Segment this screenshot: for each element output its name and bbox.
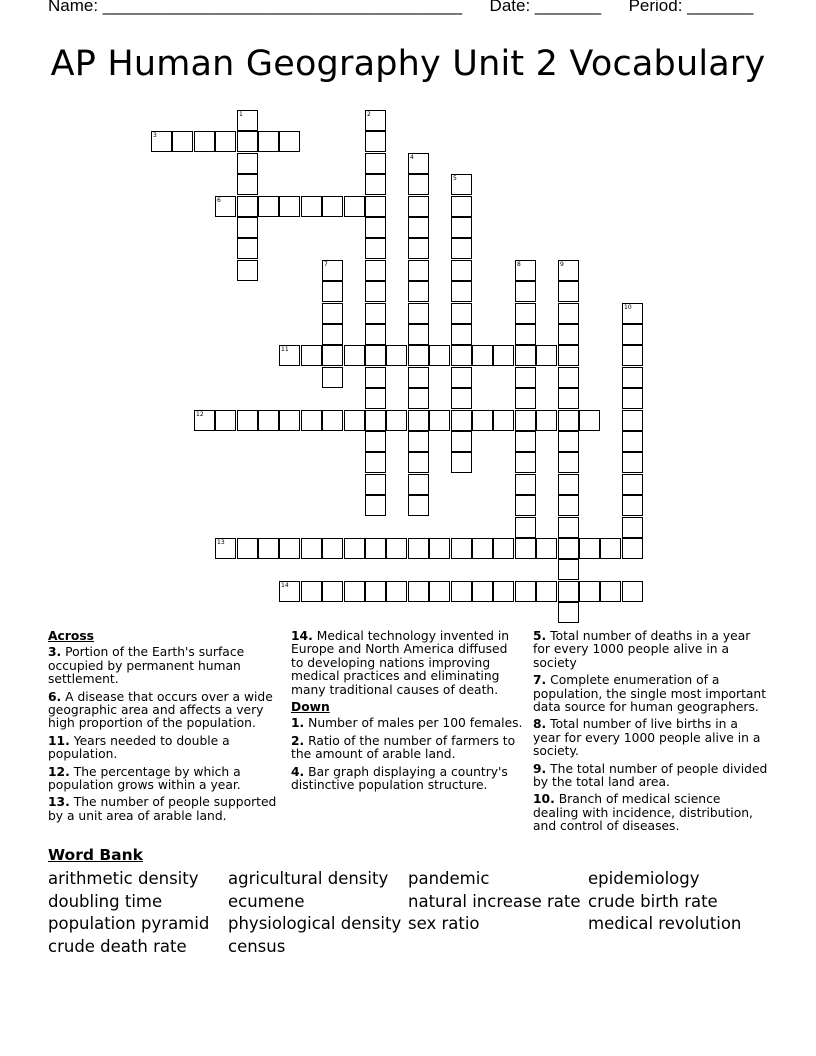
- page-title: AP Human Geography Unit 2 Vocabulary: [50, 44, 766, 84]
- crossword-cell[interactable]: [365, 110, 386, 131]
- clue-number: 4: [410, 154, 414, 161]
- clue-number: 14: [281, 582, 289, 589]
- crossword-cell[interactable]: [408, 303, 429, 324]
- crossword-cell[interactable]: [408, 238, 429, 259]
- crossword-cell[interactable]: [472, 345, 493, 366]
- crossword-cell[interactable]: [258, 410, 279, 431]
- crossword-cell[interactable]: [215, 196, 236, 217]
- crossword-cell[interactable]: [258, 538, 279, 559]
- crossword-cell[interactable]: [408, 345, 429, 366]
- crossword-cell[interactable]: [515, 303, 536, 324]
- crossword-cell[interactable]: [451, 238, 472, 259]
- crossword-cell[interactable]: [622, 324, 643, 345]
- crossword-cell[interactable]: [386, 581, 407, 602]
- crossword-cell[interactable]: [622, 388, 643, 409]
- crossword-cell[interactable]: [322, 303, 343, 324]
- crossword-cell[interactable]: [172, 131, 193, 152]
- word-bank-item: medical revolution: [588, 914, 742, 934]
- crossword-cell[interactable]: [451, 367, 472, 388]
- word-bank-item: crude death rate: [48, 937, 187, 957]
- crossword-cell[interactable]: [237, 153, 258, 174]
- clue-down-4: 4. Bar graph displaying a country's distinctive population structure.: [291, 764, 508, 793]
- clue-down-8: 8. Total number of live births in a year for every 1000 people alive in a society.: [533, 717, 761, 759]
- crossword-cell[interactable]: [472, 410, 493, 431]
- clue-number: 1: [239, 111, 243, 118]
- crossword-cell[interactable]: [558, 559, 579, 580]
- crossword-cell[interactable]: [558, 452, 579, 473]
- crossword-cell[interactable]: [472, 581, 493, 602]
- crossword-cell[interactable]: [600, 581, 621, 602]
- crossword-cell[interactable]: [622, 367, 643, 388]
- clues-column-3: [533, 630, 768, 838]
- word-bank-item: pandemic: [408, 869, 490, 888]
- crossword-cell[interactable]: [429, 581, 450, 602]
- crossword-cell[interactable]: [344, 581, 365, 602]
- crossword-cell[interactable]: [622, 474, 643, 495]
- crossword-cell[interactable]: [472, 538, 493, 559]
- crossword-cell[interactable]: [622, 495, 643, 516]
- crossword-cell[interactable]: [536, 345, 557, 366]
- crossword-cell[interactable]: [493, 345, 514, 366]
- crossword-cell[interactable]: [451, 452, 472, 473]
- crossword-cell[interactable]: [558, 388, 579, 409]
- crossword-cell[interactable]: [194, 131, 215, 152]
- crossword-cell[interactable]: [515, 345, 536, 366]
- clue-number: 9: [560, 261, 564, 268]
- clue-down-7: 7. Complete enumeration of a population, the single most important data source for human geographers.: [533, 673, 767, 715]
- crossword-cell[interactable]: [451, 196, 472, 217]
- crossword-cell[interactable]: [451, 388, 472, 409]
- crossword-cell[interactable]: [344, 538, 365, 559]
- crossword-cell[interactable]: [365, 153, 386, 174]
- word-bank-column-1: [48, 868, 209, 959]
- crossword-cell[interactable]: [344, 345, 365, 366]
- crossword-cell[interactable]: [365, 474, 386, 495]
- crossword-cell[interactable]: [515, 538, 536, 559]
- crossword-cell[interactable]: [322, 281, 343, 302]
- crossword-cell[interactable]: [451, 345, 472, 366]
- clue-across-6: 6. A disease that occurs over a wide geographic area and affects a very high proportion of the population.: [48, 689, 273, 731]
- clue-number: 6: [217, 197, 221, 204]
- crossword-cell[interactable]: [515, 431, 536, 452]
- crossword-cell[interactable]: [451, 217, 472, 238]
- crossword-cell[interactable]: [558, 303, 579, 324]
- crossword-cell[interactable]: [279, 131, 300, 152]
- crossword-cell[interactable]: [322, 196, 343, 217]
- clue-number: 11: [281, 346, 289, 353]
- word-bank-title: Word Bank: [48, 846, 143, 864]
- word-bank-column-3: [408, 868, 581, 936]
- crossword-cell[interactable]: [451, 303, 472, 324]
- crossword-cell[interactable]: [493, 581, 514, 602]
- crossword-cell[interactable]: [558, 324, 579, 345]
- crossword-cell[interactable]: [365, 410, 386, 431]
- crossword-cell[interactable]: [258, 196, 279, 217]
- clue-number: 8: [517, 261, 521, 268]
- clue-number: 13: [217, 539, 225, 546]
- crossword-cell[interactable]: [322, 324, 343, 345]
- word-bank-item: ecumene: [228, 891, 305, 911]
- crossword-cell[interactable]: [365, 217, 386, 238]
- crossword-cell[interactable]: [215, 131, 236, 152]
- word-bank-item: agricultural density: [228, 869, 389, 888]
- crossword-cell[interactable]: [258, 131, 279, 152]
- crossword-cell[interactable]: [408, 260, 429, 281]
- word-bank-item: physiological density: [228, 914, 402, 934]
- crossword-cell[interactable]: [408, 431, 429, 452]
- crossword-cell[interactable]: [365, 260, 386, 281]
- clues-column-2: [291, 630, 523, 796]
- crossword-cell[interactable]: [515, 474, 536, 495]
- clues-column-1: [48, 630, 278, 827]
- crossword-cell[interactable]: [279, 345, 300, 366]
- crossword-cell[interactable]: [408, 495, 429, 516]
- crossword-cell[interactable]: [429, 345, 450, 366]
- crossword-cell[interactable]: [408, 410, 429, 431]
- crossword-cell[interactable]: [322, 367, 343, 388]
- crossword-cell[interactable]: [622, 431, 643, 452]
- crossword-cell[interactable]: [558, 474, 579, 495]
- crossword-cell[interactable]: [386, 345, 407, 366]
- crossword-cell[interactable]: [386, 410, 407, 431]
- crossword-cell[interactable]: [322, 345, 343, 366]
- crossword-cell[interactable]: [408, 174, 429, 195]
- crossword-cell[interactable]: [451, 324, 472, 345]
- crossword-cell[interactable]: [515, 388, 536, 409]
- crossword-cell[interactable]: [237, 538, 258, 559]
- clue-down-5: 5. Total number of deaths in a year for every 1000 people alive in a society: [533, 629, 751, 670]
- crossword-cell[interactable]: [279, 196, 300, 217]
- crossword-cell[interactable]: [451, 410, 472, 431]
- word-bank-item: population pyramid: [48, 914, 210, 934]
- crossword-cell[interactable]: [365, 431, 386, 452]
- clue-down-9: 9. The total number of people divided by the total land area.: [533, 761, 768, 790]
- crossword-cell[interactable]: [279, 538, 300, 559]
- clue-down-1: 1. Number of males per 100 females.: [291, 716, 523, 731]
- crossword-cell[interactable]: [558, 495, 579, 516]
- clue-number: 10: [624, 304, 632, 311]
- crossword-cell[interactable]: [493, 410, 514, 431]
- crossword-cell[interactable]: [622, 410, 643, 431]
- clue-down-10: 10. Branch of medical science dealing with incidence, distribution, and control of diseases.: [533, 792, 753, 834]
- down-heading: Down: [291, 700, 330, 715]
- crossword-cell[interactable]: [493, 538, 514, 559]
- crossword-cell[interactable]: [237, 174, 258, 195]
- crossword-cell[interactable]: [365, 324, 386, 345]
- crossword-cell[interactable]: [429, 538, 450, 559]
- crossword-cell[interactable]: [558, 345, 579, 366]
- word-bank-item: sex ratio: [408, 914, 480, 934]
- clue-across-13: 13. The number of people supported by a unit area of arable land.: [48, 795, 277, 823]
- crossword-cell[interactable]: [451, 538, 472, 559]
- name-field[interactable]: Name: ______________________________________: [48, 0, 463, 15]
- crossword-cell[interactable]: [386, 538, 407, 559]
- crossword-cell[interactable]: [622, 303, 643, 324]
- crossword-cell[interactable]: [515, 281, 536, 302]
- crossword-cell[interactable]: [622, 345, 643, 366]
- period-field[interactable]: Period: _______: [628, 0, 754, 15]
- crossword-cell[interactable]: [451, 260, 472, 281]
- crossword-cell[interactable]: [622, 581, 643, 602]
- word-bank-item: epidemiology: [588, 869, 700, 888]
- word-bank-item: census: [228, 937, 286, 957]
- clue-across-11: 11. Years needed to double a population.: [48, 733, 230, 762]
- crossword-cell[interactable]: [451, 581, 472, 602]
- crossword-cell[interactable]: [365, 367, 386, 388]
- crossword-cell[interactable]: [194, 410, 215, 431]
- crossword-cell[interactable]: [301, 538, 322, 559]
- crossword-cell[interactable]: [344, 410, 365, 431]
- crossword-cell[interactable]: [515, 367, 536, 388]
- crossword-cell[interactable]: [237, 110, 258, 131]
- clue-number: 2: [367, 111, 371, 118]
- crossword-cell[interactable]: [365, 452, 386, 473]
- clue-across-12: 12. The percentage by which a population grows within a year.: [48, 764, 241, 793]
- crossword-cell[interactable]: [237, 410, 258, 431]
- crossword-cell[interactable]: [365, 196, 386, 217]
- crossword-cell[interactable]: [515, 495, 536, 516]
- crossword-cell[interactable]: [515, 324, 536, 345]
- crossword-cell[interactable]: [365, 345, 386, 366]
- word-bank-column-2: [228, 868, 401, 959]
- crossword-cell[interactable]: [301, 345, 322, 366]
- crossword-cell[interactable]: [451, 431, 472, 452]
- crossword-cell[interactable]: [301, 581, 322, 602]
- crossword-cell[interactable]: [429, 410, 450, 431]
- crossword-cell[interactable]: [558, 260, 579, 281]
- crossword-cell[interactable]: [237, 131, 258, 152]
- crossword-cell[interactable]: [579, 410, 600, 431]
- crossword-cell[interactable]: [558, 581, 579, 602]
- crossword-cell[interactable]: [622, 452, 643, 473]
- crossword-cell[interactable]: [515, 517, 536, 538]
- word-bank-item: doubling time: [48, 891, 163, 911]
- crossword-cell[interactable]: [301, 410, 322, 431]
- clue-down-2: 2. Ratio of the number of farmers to the amount of arable land.: [291, 733, 516, 762]
- crossword-cell[interactable]: [237, 238, 258, 259]
- word-bank-item: natural increase rate: [408, 891, 581, 911]
- crossword-cell[interactable]: [408, 538, 429, 559]
- crossword-cell[interactable]: [515, 410, 536, 431]
- crossword-cell[interactable]: [322, 260, 343, 281]
- word-bank-column-4: [588, 868, 741, 936]
- crossword-cell[interactable]: [365, 174, 386, 195]
- word-bank-item: crude birth rate: [588, 891, 718, 911]
- crossword-cell[interactable]: [408, 153, 429, 174]
- clue-number: 7: [324, 261, 328, 268]
- clue-number: 12: [196, 411, 204, 418]
- clue-across-3: 3. Portion of the Earth's surface occupied by permanent human settlement.: [48, 645, 245, 687]
- crossword-cell[interactable]: [558, 517, 579, 538]
- crossword-cell[interactable]: [365, 581, 386, 602]
- crossword-cell[interactable]: [408, 367, 429, 388]
- crossword-cell[interactable]: [365, 131, 386, 152]
- crossword-cell[interactable]: [408, 452, 429, 473]
- clue-across-14: 14. Medical technology invented in Europe and North America diffused to developing nations improving medical practices and eliminating many traditional causes of death.: [291, 629, 510, 697]
- crossword-cell[interactable]: [558, 281, 579, 302]
- crossword-cell[interactable]: [279, 410, 300, 431]
- crossword-cell[interactable]: [344, 196, 365, 217]
- crossword-cell[interactable]: [451, 281, 472, 302]
- crossword-cell[interactable]: [322, 581, 343, 602]
- crossword-cell[interactable]: [451, 174, 472, 195]
- crossword-cell[interactable]: [579, 538, 600, 559]
- crossword-cell[interactable]: [215, 538, 236, 559]
- crossword-cell[interactable]: [237, 196, 258, 217]
- crossword-cell[interactable]: [408, 196, 429, 217]
- crossword-cell[interactable]: [301, 196, 322, 217]
- crossword-cell[interactable]: [215, 410, 236, 431]
- crossword-cell[interactable]: [365, 281, 386, 302]
- crossword-cell[interactable]: [515, 581, 536, 602]
- crossword-cell[interactable]: [365, 238, 386, 259]
- crossword-cell[interactable]: [558, 538, 579, 559]
- clue-number: 5: [453, 175, 457, 182]
- crossword-cell[interactable]: [536, 581, 557, 602]
- crossword-cell[interactable]: [408, 217, 429, 238]
- crossword-cell[interactable]: [365, 538, 386, 559]
- crossword-cell[interactable]: [558, 367, 579, 388]
- crossword-cell[interactable]: [322, 410, 343, 431]
- crossword-cell[interactable]: [600, 538, 621, 559]
- crossword-cell[interactable]: [622, 517, 643, 538]
- crossword-cell[interactable]: [515, 452, 536, 473]
- crossword-cell[interactable]: [558, 431, 579, 452]
- crossword-cell[interactable]: [365, 495, 386, 516]
- crossword-cell[interactable]: [237, 260, 258, 281]
- across-heading: Across: [48, 629, 94, 643]
- crossword-cell[interactable]: [151, 131, 172, 152]
- date-field[interactable]: Date: _______: [489, 0, 602, 15]
- crossword-cell[interactable]: [408, 581, 429, 602]
- crossword-cell[interactable]: [579, 581, 600, 602]
- crossword-cell[interactable]: [558, 410, 579, 431]
- word-bank-item: arithmetic density: [48, 869, 199, 888]
- crossword-cell[interactable]: [322, 538, 343, 559]
- crossword-cell[interactable]: [408, 474, 429, 495]
- crossword-cell[interactable]: [365, 303, 386, 324]
- clue-number: 3: [153, 132, 157, 139]
- crossword-cell[interactable]: [279, 581, 300, 602]
- crossword-cell[interactable]: [237, 217, 258, 238]
- crossword-cell[interactable]: [408, 324, 429, 345]
- crossword-cell[interactable]: [536, 538, 557, 559]
- crossword-cell[interactable]: [365, 388, 386, 409]
- crossword-cell[interactable]: [408, 388, 429, 409]
- crossword-cell[interactable]: [536, 410, 557, 431]
- crossword-cell[interactable]: [515, 260, 536, 281]
- crossword-cell[interactable]: [558, 602, 579, 623]
- crossword-cell[interactable]: [622, 538, 643, 559]
- crossword-cell[interactable]: [408, 281, 429, 302]
